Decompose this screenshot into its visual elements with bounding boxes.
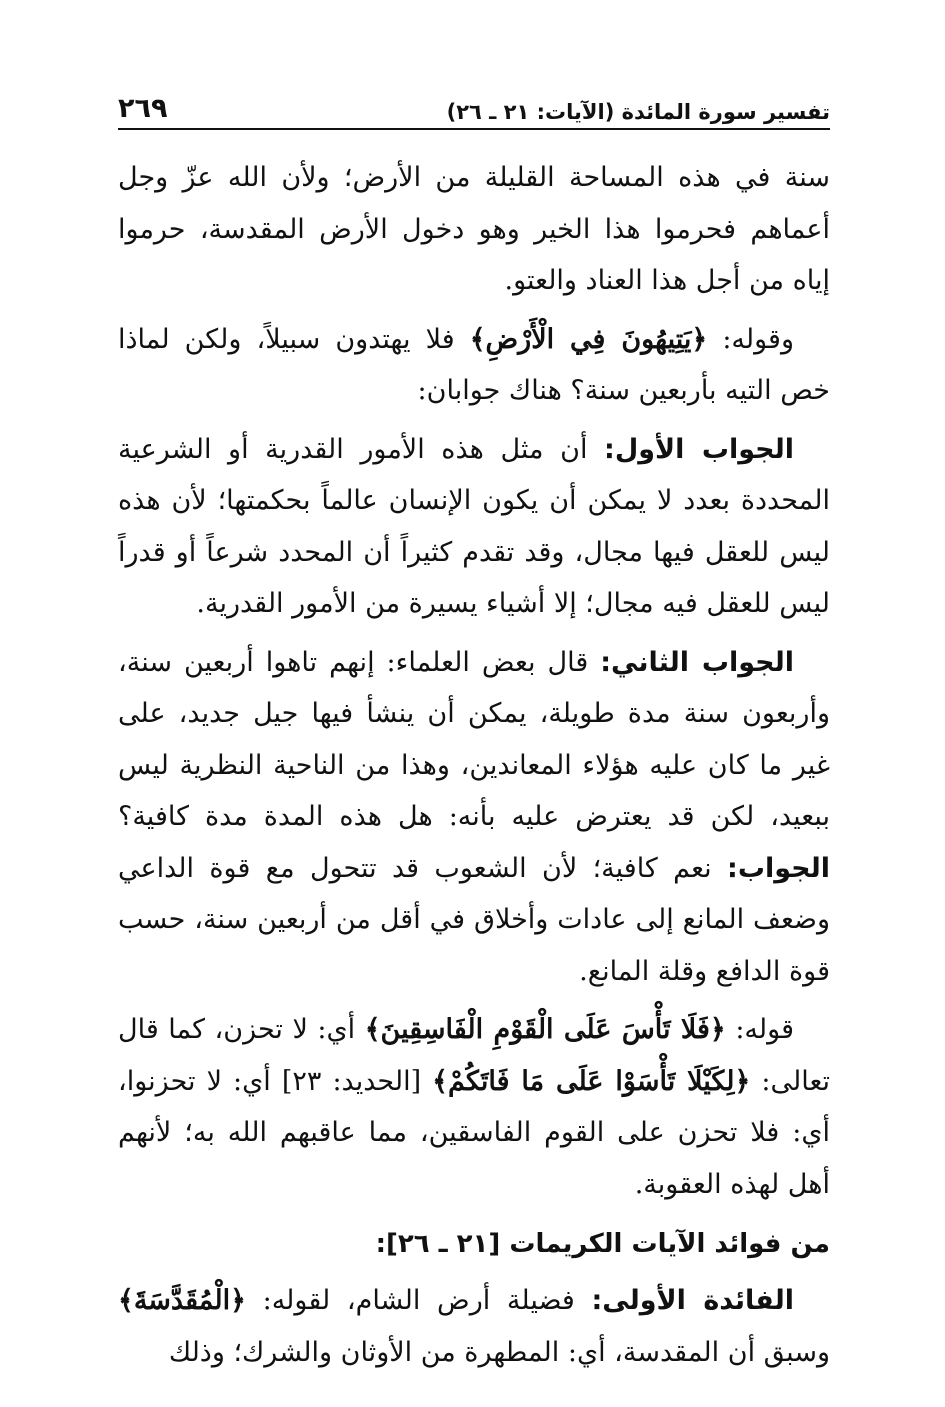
page-body [118, 152, 830, 1378]
paragraph-text: سنة في هذه المساحة القليلة من الأرض؛ ولأن الله عزّ وجل أعماهم فحرموا هذا الخير وهو دخول الأرض المقدسة، حرموا إياه من أجل هذا العناد والعتو. [118, 162, 830, 296]
answer-label: الجواب: [727, 852, 830, 884]
quran-verse: ﴿فَلَا تَأْسَ عَلَى الْقَوْمِ الْفَاسِقِينَ﴾ [364, 1014, 726, 1045]
benefit-label: الفائدة الأولى: [591, 1285, 794, 1316]
paragraph-text: فضيلة أرض الشام، لقوله: [245, 1285, 592, 1316]
paragraph-text: وقوله: [707, 323, 795, 355]
paragraph-text: وسبق أن المقدسة، أي: المطهرة من الأوثان والشرك؛ وذلك [168, 1336, 830, 1368]
answer-label: الجواب الثاني: [600, 646, 794, 678]
paragraph-continuation [118, 152, 830, 307]
paragraph-text: نعم كافية؛ لأن الشعوب قد تتحول مع قوة الداعي وضعف المانع إلى عادات وأخلاق في أقل من أربعين سنة، حسب قوة الدافع وقلة المانع. [118, 852, 830, 987]
quran-verse: ﴿لِكَيْلَا تَأْسَوْا عَلَى مَا فَاتَكُمْ﴾ [432, 1065, 751, 1097]
paragraph-text: أن مثل هذه الأمور القدرية أو الشرعية المحددة بعدد لا يمكن أن يكون الإنسان عالماً بحكمتها؛ لأن هذه ليس للعقل فيها مجال، وقد تقدم كثيراً أن المحدد شرعاً أو قدراً ليس للعقل فيه مجال؛ إلا أشياء يسيرة من الأمور القدرية. [118, 433, 830, 619]
section-heading: من فوائد الآيات الكريمات [٢١ ـ ٢٦]: [375, 1229, 830, 1259]
running-header [118, 84, 830, 130]
paragraph-first-answer [118, 424, 830, 630]
header-title: تفسير سورة المائدة (الآيات: ٢١ ـ ٢٦) [446, 100, 830, 124]
page-number: ٢٦٩ [118, 93, 168, 124]
paragraph-text: فلا يهتدون سبيلاً، ولكن لماذا خص التيه بأربعين سنة؟ هناك جوابان: [118, 323, 830, 406]
paragraph-second-answer [118, 637, 830, 998]
paragraph-text: أي: لا تحزن، كما قال تعالى: [118, 1014, 830, 1097]
paragraph-text: [الحديد: ٢٣] أي: لا تحزنوا، أي: فلا تحزن على القوم الفاسقين، مما عاقبهم الله به؛ لأنهم أهل لهذه العقوبة. [118, 1065, 830, 1200]
answer-label: الجواب الأول: [604, 433, 794, 465]
paragraph-wandering [118, 314, 830, 417]
paragraph-do-not-grieve [118, 1004, 830, 1210]
paragraph-first-benefit [118, 1275, 830, 1378]
book-page [118, 84, 830, 1385]
paragraph-text: قال بعض العلماء: إنهم تاهوا أربعين سنة، وأربعون سنة مدة طويلة، يمكن أن ينشأ فيها جيل جديد، على غير ما كان عليه هؤلاء المعاندين، وهذا من الناحية النظرية ليس ببعيد، لكن قد يعترض عليه بأنه: هل هذه المدة مدة كافية؟ [118, 646, 830, 832]
quran-verse: ﴿يَتِيهُونَ فِي الْأَرْضِ﴾ [469, 323, 708, 355]
quran-verse: ﴿الْمُقَدَّسَةَ﴾ [118, 1285, 246, 1316]
paragraph-text: قوله: [725, 1014, 794, 1045]
